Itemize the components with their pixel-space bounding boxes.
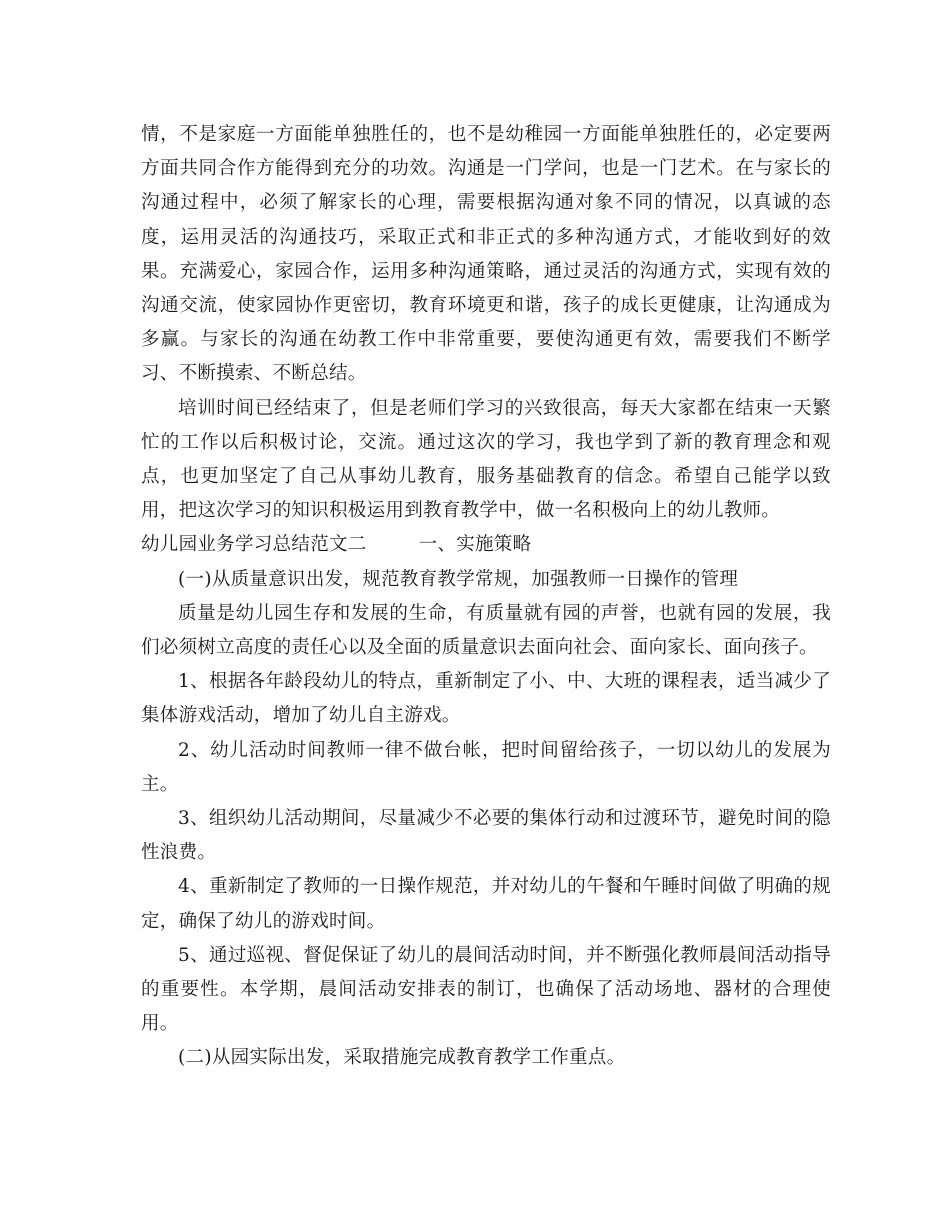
list-item-2: 2、幼儿活动时间教师一律不做台帐，把时间留给孩子，一切以幼儿的发展为主。	[141, 739, 831, 795]
list-item-1: 1、根据各年龄段幼儿的特点，重新制定了小、中、大班的课程表，适当减少了集体游戏活动，增加了幼儿自主游戏。	[141, 671, 831, 727]
section-title: 幼儿园业务学习总结范文二	[141, 534, 367, 556]
section-heading	[141, 528, 831, 562]
list-item-5: 5、通过巡视、督促保证了幼儿的晨间活动时间，并不断强化教师晨间活动指导的重要性。本学期，晨间活动安排表的制订，也确保了活动场地、器材的合理使用。	[141, 944, 831, 1035]
paragraph-quality-importance: 质量是幼儿园生存和发展的生命，有质量就有园的声誉，也就有园的发展，我们必须树立高度的责任心以及全面的质量意识去面向社会、面向家长、面向孩子。	[141, 602, 831, 659]
subsection-heading-quality: (一)从质量意识出发，规范教育教学常规，加强教师一日操作的管理	[178, 568, 739, 590]
subsection-heading-practice: (二)从园实际出发，采取措施完成教育教学工作重点。	[178, 1047, 626, 1069]
list-item-4: 4、重新制定了教师的一日操作规范，并对幼儿的午餐和午睡时间做了明确的规定，确保了幼儿的游戏时间。	[141, 876, 831, 932]
document-body	[141, 118, 831, 1076]
paragraph-parent-communication: 情，不是家庭一方面能单独胜任的，也不是幼稚园一方面能单独胜任的，必定要两方面共同合作方能得到充分的功效。沟通是一门学问，也是一门艺术。在与家长的沟通过程中，必须了解家长的心理，需要根据沟通对象不同的情况，以真诚的态度，运用灵活的沟通技巧，采取正式和非正式的多种沟通方式，才能收到好的效果。充满爱心，家园合作，运用多种沟通策略，通过灵活的沟通方式，实现有效的沟通交流，使家园协作更密切，教育环境更和谐，孩子的成长更健康，让沟通成为多赢。与家长的沟通在幼教工作中非常重要，要使沟通更有效，需要我们不断学习、不断摸索、不断总结。	[141, 124, 831, 385]
section-subtitle: 一、实施策略	[418, 534, 532, 556]
paragraph-training-summary: 培训时间已经结束了，但是老师们学习的兴致很高，每天大家都在结束一天繁忙的工作以后积极讨论，交流。通过这次的学习，我也学到了新的教育理念和观点，也更加坚定了自己从事幼儿教育，服务基础教育的信念。希望自己能学以致用，把这次学习的知识积极运用到教育教学中，做一名积极向上的幼儿教师。	[141, 397, 831, 522]
list-item-3: 3、组织幼儿活动期间，尽量减少不必要的集体行动和过渡环节，避免时间的隐性浪费。	[141, 808, 831, 864]
